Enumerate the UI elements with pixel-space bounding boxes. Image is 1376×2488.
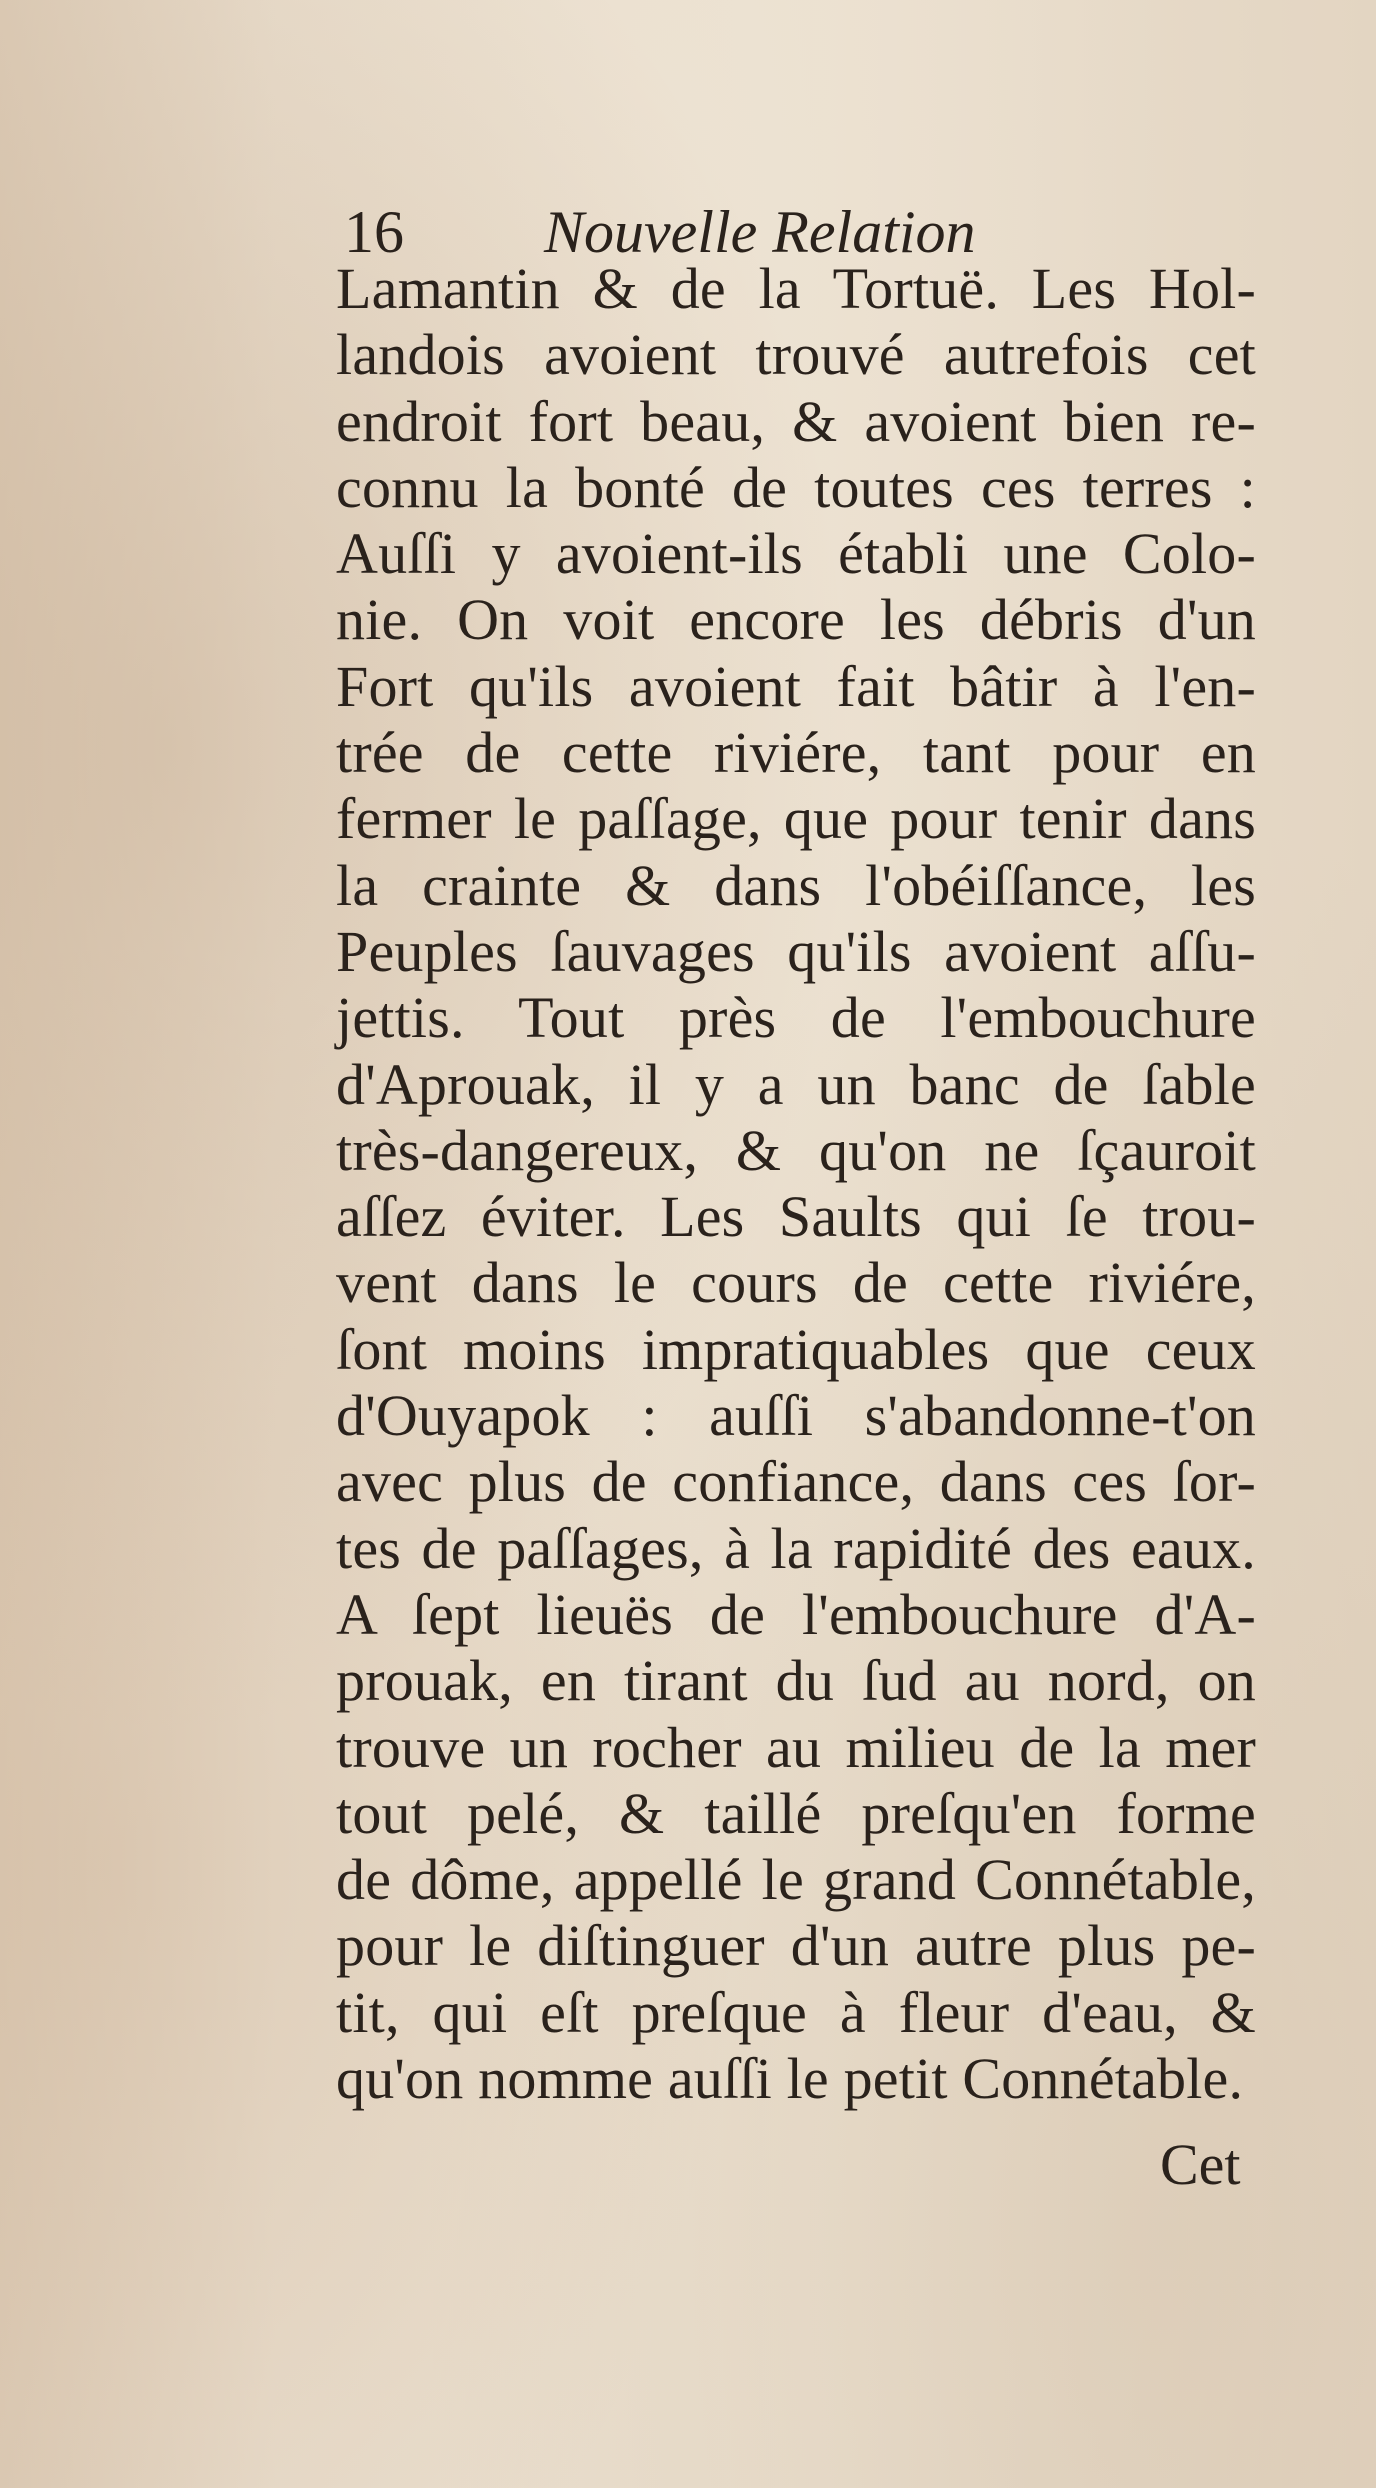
text-line: nie. On voit encore les débris d'un <box>336 587 1256 653</box>
text-line: Fort qu'ils avoient fait bâtir à l'en- <box>336 653 1256 719</box>
text-line: d'Aprouak, il y a un banc de ſable <box>336 1051 1256 1117</box>
catchword: Cet <box>1160 2132 1241 2197</box>
text-line: connu la bonté de toutes ces terres : <box>336 454 1256 520</box>
text-line: qu'on nomme auſſi le petit Connétable. <box>336 2046 1244 2112</box>
text-line: tout pelé, & taillé preſqu'en forme <box>336 1780 1256 1846</box>
text-line: tes de paſſages, à la rapidité des eaux. <box>336 1515 1256 1581</box>
text-line: jettis. Tout près de l'embouchure <box>336 985 1256 1051</box>
text-line: ſont moins impratiquables que ceux <box>336 1316 1256 1382</box>
text-line: d'Ouyapok : auſſi s'abandonne-t'on <box>336 1383 1256 1449</box>
text-line: A ſept lieuës de l'embouchure d'A- <box>336 1581 1256 1647</box>
text-line: vent dans le cours de cette riviére, <box>336 1250 1256 1316</box>
body-text <box>336 256 1256 2112</box>
text-line: trouve un rocher au milieu de la mer <box>336 1714 1256 1780</box>
text-line: trée de cette riviére, tant pour en <box>336 720 1256 786</box>
text-line: landois avoient trouvé autrefois cet <box>336 322 1256 388</box>
text-line: la crainte & dans l'obéiſſance, les <box>336 852 1256 918</box>
text-line: très-dangereux, & qu'on ne ſçauroit <box>336 1117 1256 1183</box>
text-line: fermer le paſſage, que pour tenir dans <box>336 786 1256 852</box>
text-line: tit, qui eſt preſque à fleur d'eau, & <box>336 1979 1256 2045</box>
text-line: Peuples ſauvages qu'ils avoient aſſu- <box>336 918 1256 984</box>
text-line: pour le diſtinguer d'un autre plus pe- <box>336 1913 1256 1979</box>
running-title: Nouvelle Relation <box>544 199 976 265</box>
page-number: 16 <box>344 199 404 265</box>
text-line: prouak, en tirant du ſud au nord, on <box>336 1648 1256 1714</box>
text-line: Auſſi y avoient-ils établi une Colo- <box>336 521 1256 587</box>
text-line: Lamantin & de la Tortuë. Les Hol- <box>336 256 1256 321</box>
text-line: de dôme, appellé le grand Connétable, <box>336 1847 1256 1913</box>
text-line: avec plus de confiance, dans ces ſor- <box>336 1449 1256 1515</box>
text-line: endroit fort beau, & avoient bien re- <box>336 388 1256 454</box>
text-line: aſſez éviter. Les Saults qui ſe trou- <box>336 1184 1256 1250</box>
